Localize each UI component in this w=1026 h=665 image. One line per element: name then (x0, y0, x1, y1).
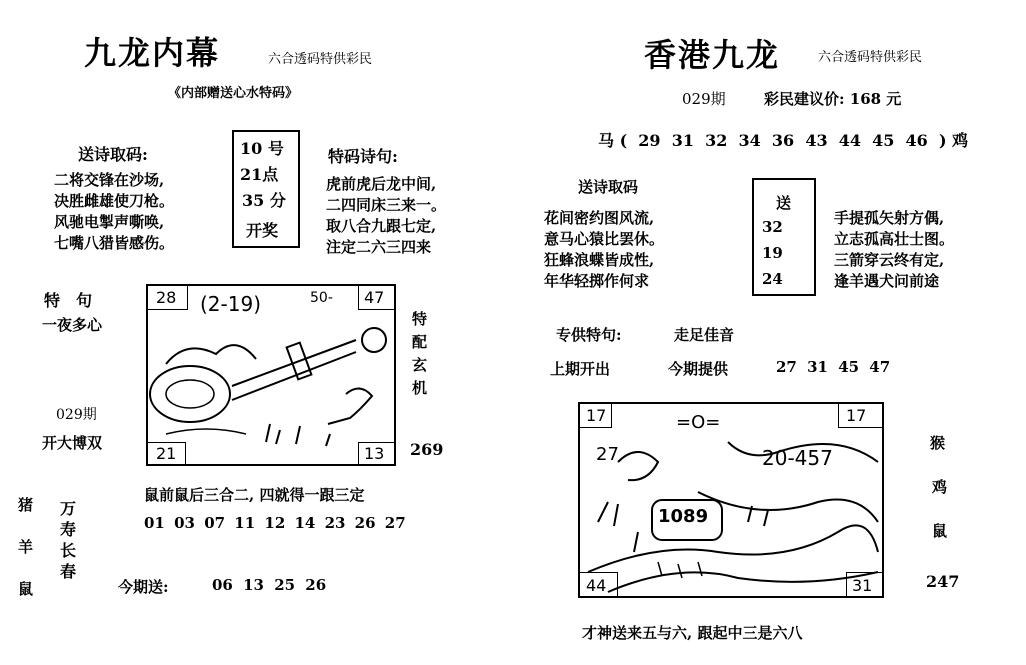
right-poem-2 (834, 208, 954, 292)
draw-number: 10 号 (240, 139, 284, 158)
side-char: 玄 (412, 356, 428, 374)
pic-sketch-text-2: 50- (310, 290, 333, 306)
poem-line: 三箭穿云终有定, (834, 251, 945, 269)
pic-corner-br: 13 (364, 444, 385, 463)
poem-line: 逢羊遇犬问前途 (834, 272, 940, 290)
send-number: 32 (762, 218, 783, 236)
pic-sketch-text-3: 27 (596, 444, 619, 465)
pic-corner-tr: 47 (364, 288, 385, 307)
kaida-text: 开大博双 (42, 434, 103, 452)
side-vertical-text (412, 308, 427, 400)
this-numbers: 27 31 45 47 (776, 358, 891, 376)
tejyu-label: 特 句 (44, 291, 93, 310)
animal-pig: 猪 (18, 496, 34, 514)
left-title: 九龙内幕 (84, 34, 221, 72)
left-number-list: 01 03 07 11 12 14 23 26 27 (144, 514, 406, 532)
send-number: 19 (762, 244, 783, 262)
pic-corner-bl: 21 (156, 444, 177, 463)
today-label: 今期送: (118, 578, 169, 596)
pic-sketch-text-4: 1089 (658, 506, 709, 527)
tejyu-text: 一夜多心 (42, 316, 103, 334)
this-label: 今期提供 (668, 360, 729, 378)
left-poem (54, 170, 174, 254)
poem-line: 决胜雌雄使刀枪。 (54, 192, 175, 210)
pic-sketch-text: (2-19) (200, 292, 261, 316)
side-char: 特 (412, 310, 428, 328)
pic-corner-tl: 28 (156, 288, 177, 307)
wanshou-char: 万 (60, 499, 77, 518)
right-poem (544, 208, 664, 292)
wanshou-text (60, 498, 76, 582)
poem-line: 手提孤矢射方偶, (834, 209, 945, 227)
send-label: 送 (776, 194, 792, 212)
today-numbers: 06 13 25 26 (212, 576, 327, 594)
bottom-line: 才神送来五与六, 跟起中三是六八 (582, 624, 803, 642)
poem-line: 二将交锋在沙场, (54, 171, 165, 189)
right-subtitle: 六合透码特供彩民 (818, 50, 923, 65)
send-number: 24 (762, 270, 783, 288)
draw-hour: 21点 (240, 165, 279, 184)
right-issue: 029期 (682, 90, 726, 108)
pic-corner-bl: 44 (586, 576, 607, 595)
wanshou-char: 春 (60, 562, 77, 581)
left-poem-head: 送诗取码: (78, 145, 148, 164)
poem-line: 意马心猿比罢休。 (544, 230, 665, 248)
special-poem (326, 174, 446, 258)
special-label: 专供特句: (556, 326, 622, 344)
animal-sheep: 羊 (18, 538, 34, 556)
pic-sketch-text: 20-457 (762, 446, 833, 470)
side-animal: 鼠 (932, 522, 948, 540)
right-price: 彩民建议价: 168 元 (764, 90, 902, 108)
poem-line: 取八合九跟七定, (326, 217, 437, 235)
side-char: 配 (412, 333, 428, 351)
poem-line: 七嘴八猎皆感伤。 (54, 234, 175, 252)
left-side-number: 269 (410, 440, 444, 459)
special-poem-head: 特码诗句: (328, 147, 398, 166)
wanshou-char: 长 (60, 541, 77, 560)
ma-row: 马 ( 29 31 32 34 36 43 44 45 46 ) 鸡 (598, 131, 969, 150)
poem-line: 风驰电掣声嘶唤, (54, 213, 165, 231)
left-subtitle: 六合透码特供彩民 (268, 52, 373, 67)
side-animal: 猴 (930, 434, 946, 452)
right-side-number: 247 (926, 572, 960, 591)
poem-line: 狂蜂浪蝶皆成性, (544, 251, 655, 269)
pic-corner-br: 31 (852, 576, 873, 595)
pic-sketch-text-2: =O= (676, 412, 721, 433)
poem-line: 虎前虎后龙中间, (326, 175, 437, 193)
left-sketch-drawing (146, 284, 396, 466)
poem-line: 立志孤高壮士图。 (834, 230, 955, 248)
draw-open: 开奖 (246, 221, 279, 240)
draw-minute: 35 分 (242, 191, 286, 210)
poem-line: 年华轻掷作何求 (544, 272, 650, 290)
right-poem-head: 送诗取码 (578, 178, 639, 196)
poem-line: 花间密约图风流, (544, 209, 655, 227)
side-char: 机 (412, 379, 428, 397)
poem-line: 注定二六三四来 (326, 238, 432, 256)
right-sketch-drawing (578, 402, 884, 598)
rat-line: 鼠前鼠后三合二, 四就得一跟三定 (144, 486, 365, 504)
special-text: 走足佳音 (674, 326, 735, 344)
last-label: 上期开出 (550, 360, 611, 378)
poem-line: 二四同床三来一。 (326, 196, 447, 214)
animal-rat: 鼠 (18, 580, 34, 598)
wanshou-char: 寿 (60, 520, 77, 539)
left-issue: 029期 (56, 407, 97, 423)
pic-corner-tr: 17 (846, 406, 867, 425)
side-animal: 鸡 (932, 478, 948, 496)
left-note: 《内部赠送心水特码》 (168, 86, 299, 101)
right-title: 香港九龙 (644, 36, 781, 74)
pic-corner-tl: 17 (586, 406, 607, 425)
